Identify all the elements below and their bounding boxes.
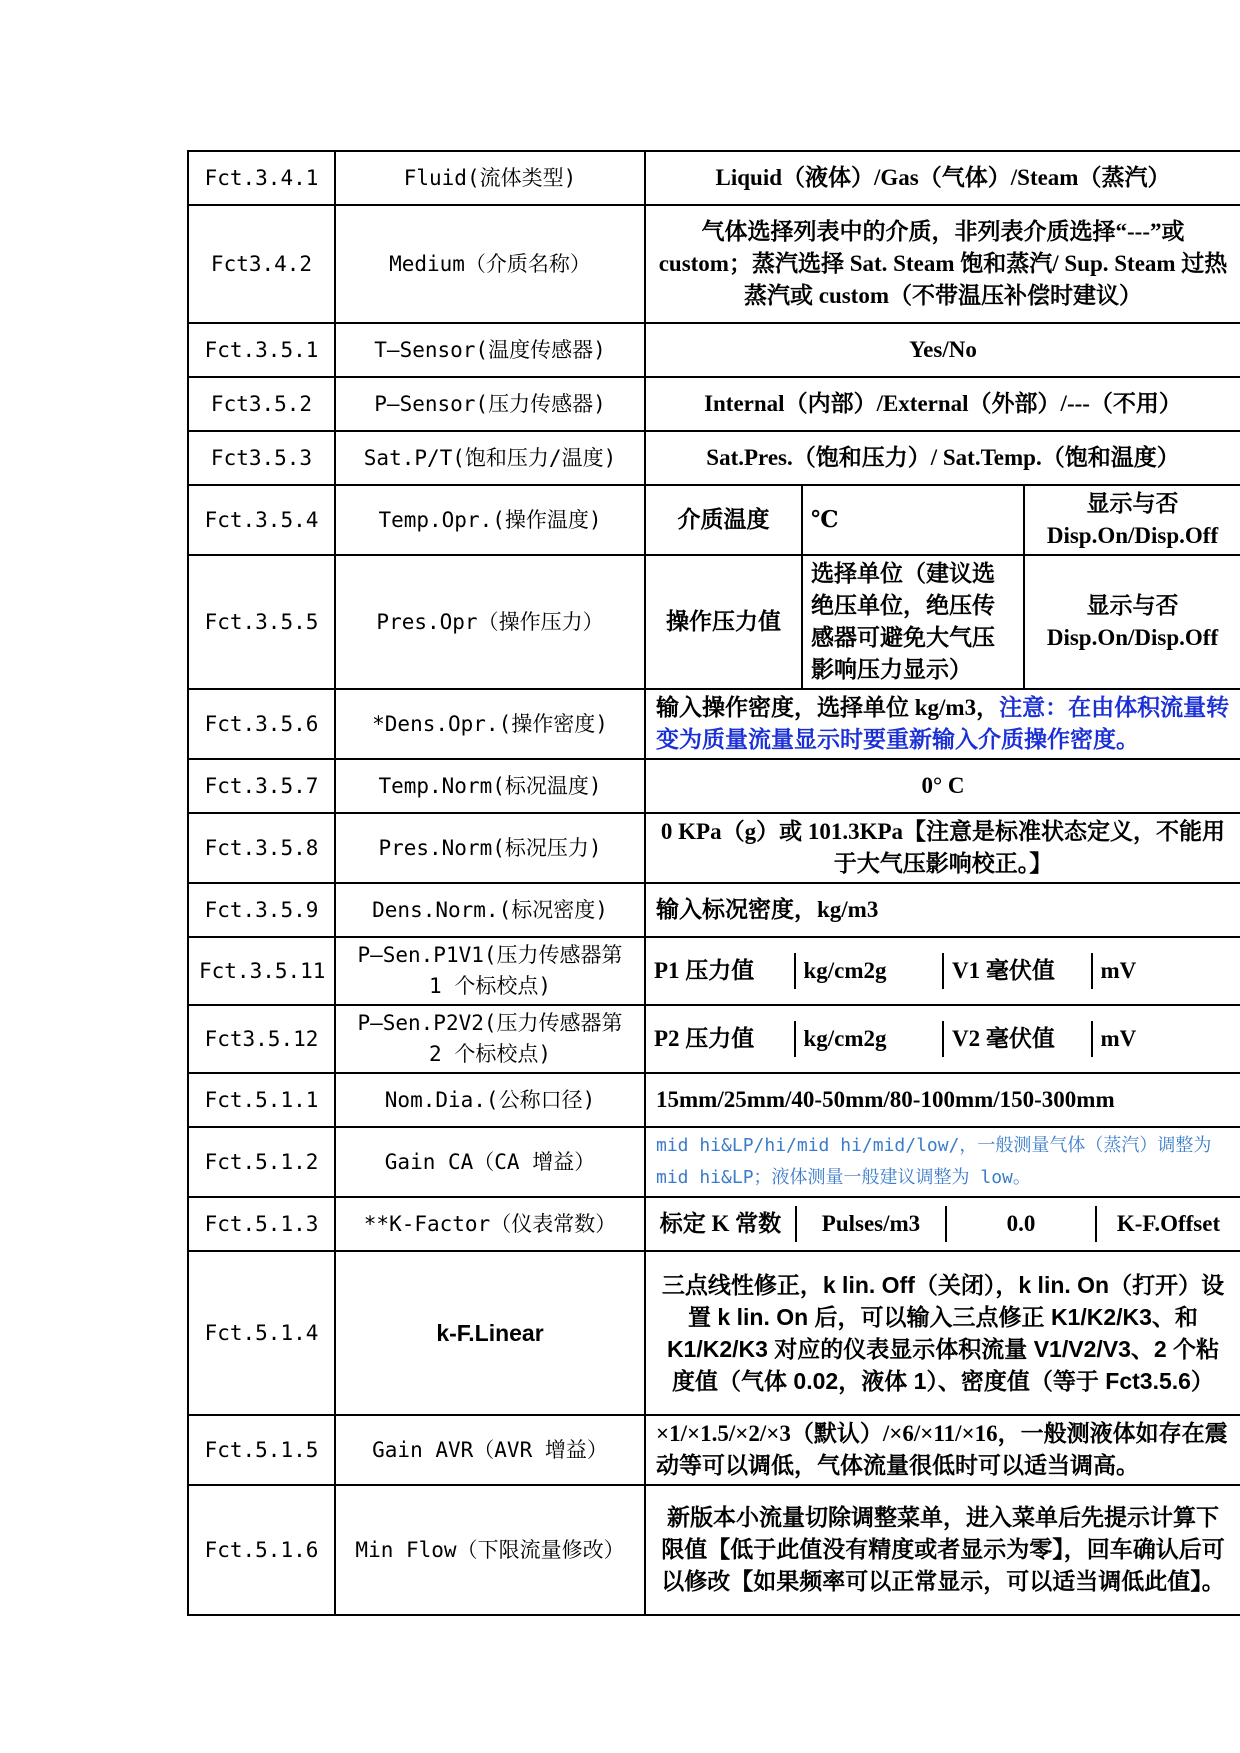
parameter-value: Liquid（液体）/Gas（气体）/Steam（蒸汽） [645,151,1240,205]
parameter-name: P—Sen.P2V2(压力传感器第 2 个标校点) [335,1005,645,1073]
sub-label: 操作压力值 [666,609,781,634]
unit-cell: kg/cm2g [795,953,944,989]
function-code: Fct.5.1.1 [188,1073,335,1127]
parameter-value: mid hi&LP/hi/mid hi/mid/low/，一般测量气体（蒸汽）调整为 mid hi&LP；液体测量一般建议调整为 low。 [645,1127,1240,1197]
parameter-name: Fluid(流体类型) [335,151,645,205]
function-code: Fct.5.1.2 [188,1127,335,1197]
table-row [188,205,1240,323]
function-code: Fct.3.5.9 [188,883,335,937]
table-row [188,1415,1240,1485]
unit-cell: mV [1092,1021,1240,1057]
note-text: 注意：在由体积流量转变为质量流量显示时要重新输入介质操作密度。 [656,695,1230,752]
parameter-value: Sat.Pres.（饱和压力）/ Sat.Temp.（饱和温度） [645,431,1240,485]
unit-cell: mV [1092,953,1240,989]
display-toggle-cell: 显示与否 Disp.On/Disp.Off [1024,486,1240,554]
display-toggle-cell: 显示与否 Disp.On/Disp.Off [1024,556,1240,688]
parameter-name: *Dens.Opr.(操作密度) [335,689,645,759]
parameter-value-group [645,937,1240,1005]
function-code: Fct.3.5.1 [188,323,335,377]
table-row [188,1127,1240,1197]
table-row [188,151,1240,205]
parameter-value: Internal（内部）/External（外部）/---（不用） [645,377,1240,431]
table-row [188,1251,1240,1415]
parameter-name: k-F.Linear [335,1251,645,1415]
table-row [188,1005,1240,1073]
sub-label: V1 毫伏值 [943,953,1092,989]
function-code: Fct.3.5.7 [188,759,335,813]
function-code: Fct3.5.2 [188,377,335,431]
function-code: Fct.3.4.1 [188,151,335,205]
unit-cell: kg/cm2g [795,1021,944,1057]
parameter-name: Pres.Opr（操作压力） [335,555,645,689]
table-row [188,485,1240,555]
unit-cell: 选择单位（建议选绝压单位，绝压传感器可避免大气压影响压力显示） [802,556,1024,688]
function-code: Fct3.5.3 [188,431,335,485]
parameter-value-group [645,485,1240,555]
table-row [188,377,1240,431]
parameter-name: Sat.P/T(饱和压力/温度) [335,431,645,485]
function-code: Fct.3.5.5 [188,555,335,689]
function-code: Fct3.4.2 [188,205,335,323]
function-code: Fct.3.5.8 [188,813,335,883]
parameter-name: Pres.Norm(标况压力) [335,813,645,883]
parameter-name: Temp.Norm(标况温度) [335,759,645,813]
sub-label: P2 压力值 [654,1026,755,1051]
function-code: Fct3.5.12 [188,1005,335,1073]
table-row [188,323,1240,377]
sub-label: K-F.Offset [1096,1206,1240,1242]
function-code: Fct.3.5.11 [188,937,335,1005]
parameter-value: ×1/×1.5/×2/×3（默认）/×6/×11/×16，一般测液体如存在震动等可以调低，气体流量很低时可以适当调高。 [645,1415,1240,1485]
parameter-name: P—Sensor(压力传感器) [335,377,645,431]
parameter-name: Gain AVR（AVR 增益） [335,1415,645,1485]
table-row [188,759,1240,813]
table-row [188,689,1240,759]
sub-label: 介质温度 [677,507,770,532]
parameter-name: Min Flow（下限流量修改） [335,1485,645,1615]
function-code: Fct.3.5.4 [188,485,335,555]
function-code: Fct.5.1.6 [188,1485,335,1615]
table-row [188,813,1240,883]
parameter-name: Medium（介质名称） [335,205,645,323]
table-row [188,1073,1240,1127]
table-row [188,937,1240,1005]
parameter-name: Temp.Opr.(操作温度) [335,485,645,555]
sub-label: P1 压力值 [654,958,755,983]
parameter-value [645,689,1240,759]
parameter-name: **K-Factor（仪表常数） [335,1197,645,1251]
parameter-value-group [645,1005,1240,1073]
sub-label: 标定 K 常数 [659,1211,782,1236]
unit-cell: ℃ [802,486,1024,554]
parameter-name: Dens.Norm.(标况密度) [335,883,645,937]
value-cell: 0.0 [946,1206,1096,1242]
function-code: Fct.3.5.6 [188,689,335,759]
table-row [188,1197,1240,1251]
parameter-name: T—Sensor(温度传感器) [335,323,645,377]
unit-cell: Pulses/m3 [796,1206,946,1242]
parameter-value: 0 KPa（g）或 101.3KPa【注意是标准状态定义，不能用于大气压影响校正。】 [645,813,1240,883]
parameter-name: Gain CA（CA 增益） [335,1127,645,1197]
parameter-name: Nom.Dia.(公称口径) [335,1073,645,1127]
function-code: Fct.5.1.5 [188,1415,335,1485]
parameter-value-group [645,1197,1240,1251]
value-text: 输入操作密度，选择单位 kg/m3， [656,695,1000,720]
parameter-value: 新版本小流量切除调整菜单，进入菜单后先提示计算下限值【低于此值没有精度或者显示为零】，回车确认后可以修改【如果频率可以正常显示，可以适当调低此值】。 [645,1485,1240,1615]
parameter-name: P—Sen.P1V1(压力传感器第 1 个标校点) [335,937,645,1005]
parameter-value: 输入标况密度，kg/m3 [645,883,1240,937]
function-code: Fct.5.1.3 [188,1197,335,1251]
parameter-value-group [645,555,1240,689]
table-row [188,883,1240,937]
table-row [188,1485,1240,1615]
table-row [188,555,1240,689]
parameter-value: 15mm/25mm/40-50mm/80-100mm/150-300mm [645,1073,1240,1127]
parameter-value: 气体选择列表中的介质，非列表介质选择“---”或custom；蒸汽选择 Sat. Steam 饱和蒸汽/ Sup. Steam 过热蒸汽或 custom（不带温压补偿时建议） [645,205,1240,323]
parameter-value: 三点线性修正，k lin. Off（关闭），k lin. On（打开）设置 k lin. On 后，可以输入三点修正 K1/K2/K3、和 K1/K2/K3 对应的仪表显示体积流量 V1/V2/V3、2 个粘度值（气体 0.02，液体 1）、密度值（等于 Fct3.5.6） [645,1251,1240,1415]
function-code: Fct.5.1.4 [188,1251,335,1415]
parameter-value: 0° C [645,759,1240,813]
parameter-value: Yes/No [645,323,1240,377]
sub-label: V2 毫伏值 [943,1021,1092,1057]
function-table [187,150,1240,1616]
table-row [188,431,1240,485]
